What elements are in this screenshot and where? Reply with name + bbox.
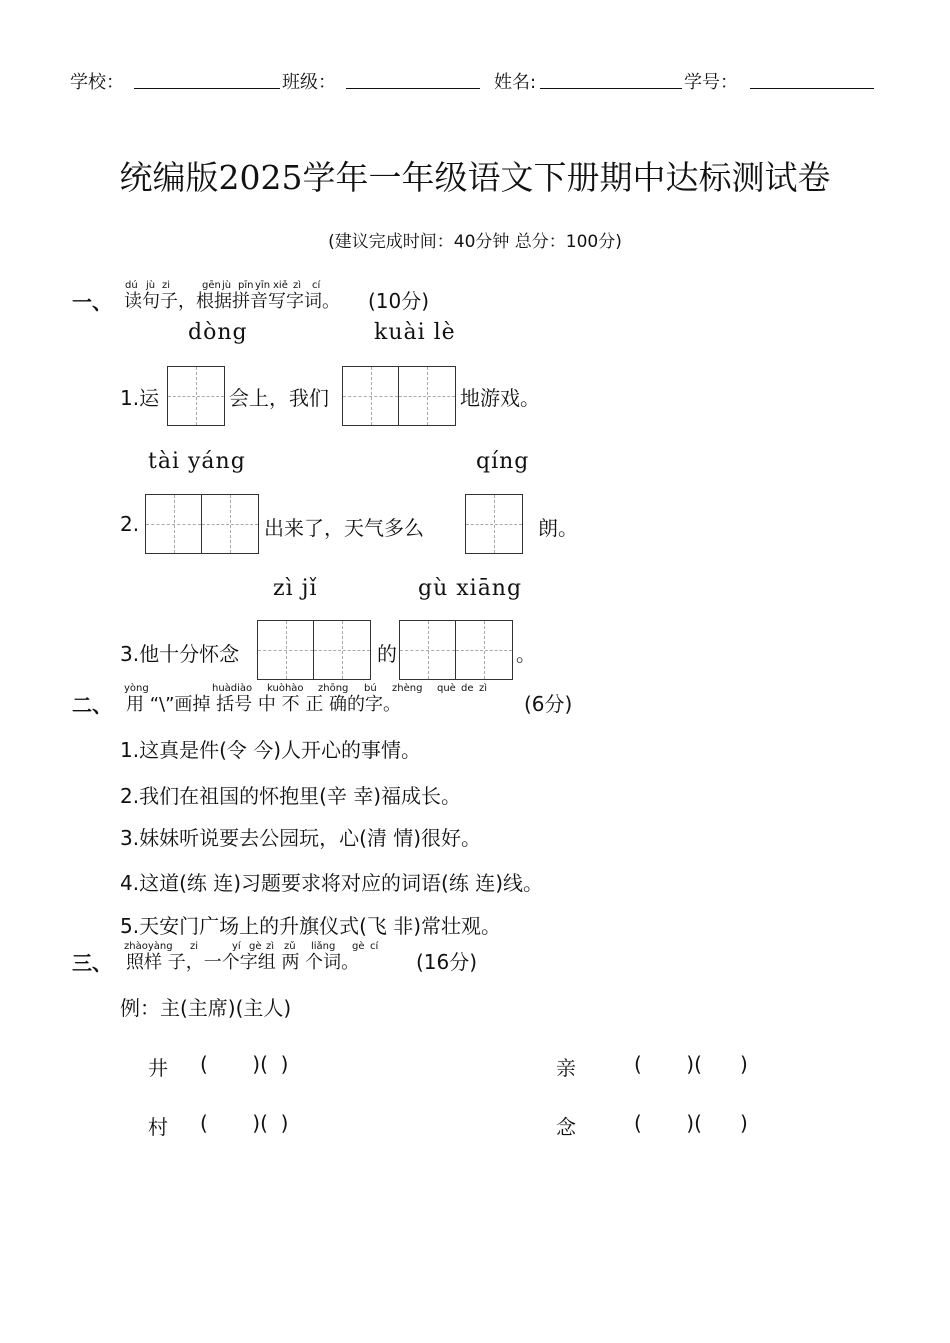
q2-middle: 出来了，天气多么 bbox=[264, 516, 424, 540]
q3-pinyin-2: gù xiāng bbox=[418, 576, 523, 601]
ruby-de: de bbox=[461, 683, 474, 694]
ruby-ge: gè bbox=[249, 941, 262, 952]
ruby-gen: gēn bbox=[202, 280, 221, 291]
ruby-du: dú bbox=[125, 280, 138, 291]
school-label: 学校： bbox=[70, 72, 124, 93]
class-field[interactable] bbox=[346, 88, 480, 89]
s3-example: 例：主(主席)(主人) bbox=[120, 996, 292, 1020]
section-2-score: (6分) bbox=[524, 692, 573, 716]
q3-suffix: 。 bbox=[516, 642, 536, 666]
section-2-number: 二、 bbox=[72, 693, 112, 717]
q1-pinyin-1: dòng bbox=[188, 320, 248, 345]
page-subtitle: (建议完成时间：40分钟 总分：100分) bbox=[328, 232, 622, 252]
s2-item-2: 2.我们在祖国的怀抱里(辛 幸)福成长。 bbox=[120, 784, 462, 808]
s3-char-qin: 亲 bbox=[556, 1056, 576, 1080]
ruby-zhong: zhōng bbox=[318, 683, 349, 694]
section-3-instruction: 照样 子，一个字组 两 个词。 bbox=[126, 952, 360, 973]
q2-prefix: 2. bbox=[120, 512, 140, 536]
ruby-ju: jù bbox=[146, 280, 156, 291]
ruby-yong: yòng bbox=[124, 683, 149, 694]
id-field[interactable] bbox=[750, 88, 874, 89]
section-2-instruction: 用 “\”画掉 括号 中 不 正 确的字。 bbox=[126, 694, 402, 715]
name-label: 姓名: bbox=[494, 72, 537, 93]
s3-char-jing: 井 bbox=[148, 1056, 168, 1080]
ruby-zi3: zì bbox=[479, 683, 488, 694]
section-1-score: (10分) bbox=[368, 289, 430, 313]
s3-blanks-jing[interactable]: ( )( ) bbox=[200, 1052, 289, 1076]
ruby-ju2: jù bbox=[222, 280, 232, 291]
q3-middle: 的 bbox=[377, 642, 397, 666]
ruby-zheng: zhèng bbox=[392, 683, 423, 694]
s2-item-5: 5.天安门广场上的升旗仪式(飞 非)常壮观。 bbox=[120, 914, 502, 938]
ruby-que: què bbox=[437, 683, 456, 694]
s2-item-4: 4.这道(练 连)习题要求将对应的词语(练 连)线。 bbox=[120, 871, 544, 895]
school-field[interactable] bbox=[134, 88, 280, 89]
s3-blanks-cun[interactable]: ( )( ) bbox=[200, 1111, 289, 1135]
q3-answer-box-2[interactable] bbox=[399, 620, 513, 680]
s2-item-1: 1.这真是件(令 今)人开心的事情。 bbox=[120, 738, 422, 762]
class-label: 班级： bbox=[282, 72, 336, 93]
q1-prefix: 1.运 bbox=[120, 386, 160, 410]
ruby-zu: zǔ bbox=[284, 941, 296, 952]
ruby-zi4: zi bbox=[190, 941, 199, 952]
page-title: 统编版2025学年一年级语文下册期中达标测试卷 bbox=[119, 158, 831, 197]
q2-answer-box-1[interactable] bbox=[145, 494, 259, 554]
ruby-ge2: gè bbox=[352, 941, 365, 952]
name-field[interactable] bbox=[540, 88, 682, 89]
s3-blanks-qin[interactable]: ( )( ) bbox=[634, 1052, 748, 1076]
s3-char-nian: 念 bbox=[556, 1115, 576, 1139]
ruby-zi: zi bbox=[162, 280, 171, 291]
q1-pinyin-2: kuài lè bbox=[374, 320, 456, 345]
q1-middle: 会上，我们 bbox=[229, 386, 329, 410]
ruby-bu: bú bbox=[364, 683, 377, 694]
q1-answer-box-2[interactable] bbox=[342, 366, 456, 426]
ruby-zhaoyang: zhàoyàng bbox=[124, 941, 173, 952]
section-1-instruction: 读句子，根据拼音写字词。 bbox=[124, 291, 340, 312]
ruby-yi: yí bbox=[232, 941, 241, 952]
q3-prefix: 3.他十分怀念 bbox=[120, 642, 240, 666]
q3-answer-box-1[interactable] bbox=[257, 620, 371, 680]
q2-answer-box-2[interactable] bbox=[465, 494, 523, 554]
section-1-number: 一、 bbox=[72, 290, 112, 314]
ruby-pin: pīn bbox=[238, 280, 254, 291]
section-3-number: 三、 bbox=[72, 951, 112, 975]
ruby-liang: liǎng bbox=[311, 941, 336, 952]
s3-char-cun: 村 bbox=[148, 1115, 168, 1139]
ruby-kuohao: kuòhào bbox=[267, 683, 304, 694]
s3-blanks-nian[interactable]: ( )( ) bbox=[634, 1111, 748, 1135]
ruby-ci2: cí bbox=[370, 941, 379, 952]
q1-suffix: 地游戏。 bbox=[460, 386, 540, 410]
q2-suffix: 朗。 bbox=[538, 516, 578, 540]
id-label: 学号： bbox=[684, 72, 738, 93]
ruby-yin: yīn bbox=[255, 280, 271, 291]
q2-pinyin-2: qíng bbox=[476, 449, 530, 474]
section-3-score: (16分) bbox=[416, 950, 478, 974]
q2-pinyin-1: tài yáng bbox=[148, 449, 246, 474]
ruby-zi5: zì bbox=[266, 941, 275, 952]
ruby-zi2: zì bbox=[293, 280, 302, 291]
s2-item-3: 3.妹妹听说要去公园玩，心(清 情)很好。 bbox=[120, 826, 482, 850]
ruby-xie: xiě bbox=[273, 280, 288, 291]
q3-pinyin-1: zì jǐ bbox=[273, 576, 318, 601]
q1-answer-box-1[interactable] bbox=[167, 366, 225, 426]
ruby-huadiao: huàdiào bbox=[212, 683, 253, 694]
ruby-ci: cí bbox=[312, 280, 321, 291]
